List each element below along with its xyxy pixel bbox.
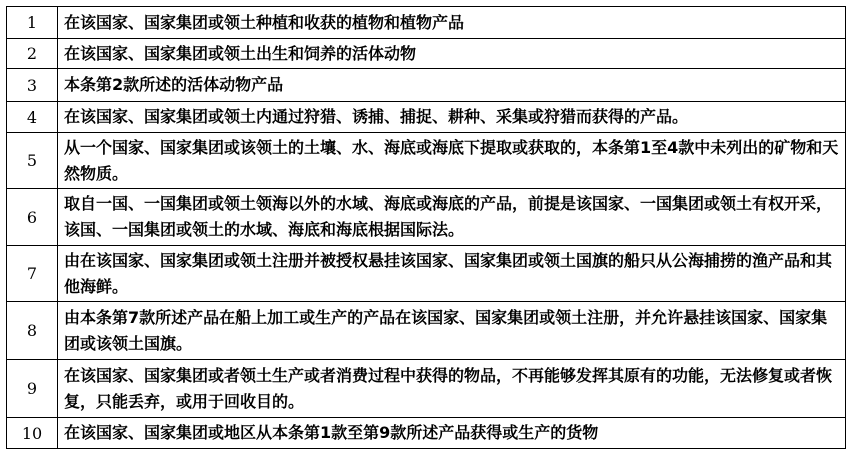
row-number: 2 bbox=[7, 39, 58, 69]
row-number: 4 bbox=[7, 102, 58, 133]
row-text: 在该国家、国家集团或者领土生产或者消费过程中获得的物品，不再能够发挥其原有的功能，无法修复或者恢复，只能丢弃，或用于回收目的。 bbox=[58, 360, 846, 418]
table-row bbox=[7, 189, 846, 246]
row-number: 10 bbox=[7, 418, 58, 449]
row-text: 在该国家、国家集团或地区从本条第1款至第9款所述产品获得或生产的货物 bbox=[58, 418, 846, 449]
row-number: 8 bbox=[7, 302, 58, 360]
row-number: 3 bbox=[7, 69, 58, 102]
table-row bbox=[7, 39, 846, 69]
row-number: 6 bbox=[7, 189, 58, 246]
table-row bbox=[7, 246, 846, 302]
row-number: 1 bbox=[7, 7, 58, 39]
table-row bbox=[7, 360, 846, 418]
table-row bbox=[7, 69, 846, 102]
row-number: 7 bbox=[7, 246, 58, 302]
row-text: 本条第2款所述的活体动物产品 bbox=[58, 69, 846, 102]
row-text: 由本条第7款所述产品在船上加工或生产的产品在该国家、国家集团或领土注册，并允许悬挂该国家、国家集团或该领土国旗。 bbox=[58, 302, 846, 360]
table-row bbox=[7, 418, 846, 449]
rules-table bbox=[6, 6, 846, 449]
row-number: 9 bbox=[7, 360, 58, 418]
table-row bbox=[7, 7, 846, 39]
row-text: 取自一国、一国集团或领土领海以外的水域、海底或海底的产品，前提是该国家、一国集团或领土有权开采，该国、一国集团或领土的水域、海底和海底根据国际法。 bbox=[58, 189, 846, 246]
row-text: 从一个国家、国家集团或该领土的土壤、水、海底或海底下提取或获取的，本条第1至4款中未列出的矿物和天然物质。 bbox=[58, 133, 846, 189]
table-row bbox=[7, 133, 846, 189]
table-row bbox=[7, 302, 846, 360]
row-text: 在该国家、国家集团或领土种植和收获的植物和植物产品 bbox=[58, 7, 846, 39]
row-number: 5 bbox=[7, 133, 58, 189]
row-text: 在该国家、国家集团或领土出生和饲养的活体动物 bbox=[58, 39, 846, 69]
row-text: 由在该国家、国家集团或领土注册并被授权悬挂该国家、国家集团或领土国旗的船只从公海捕捞的渔产品和其他海鲜。 bbox=[58, 246, 846, 302]
table-row bbox=[7, 102, 846, 133]
row-text: 在该国家、国家集团或领土内通过狩猎、诱捕、捕捉、耕种、采集或狩猎而获得的产品。 bbox=[58, 102, 846, 133]
